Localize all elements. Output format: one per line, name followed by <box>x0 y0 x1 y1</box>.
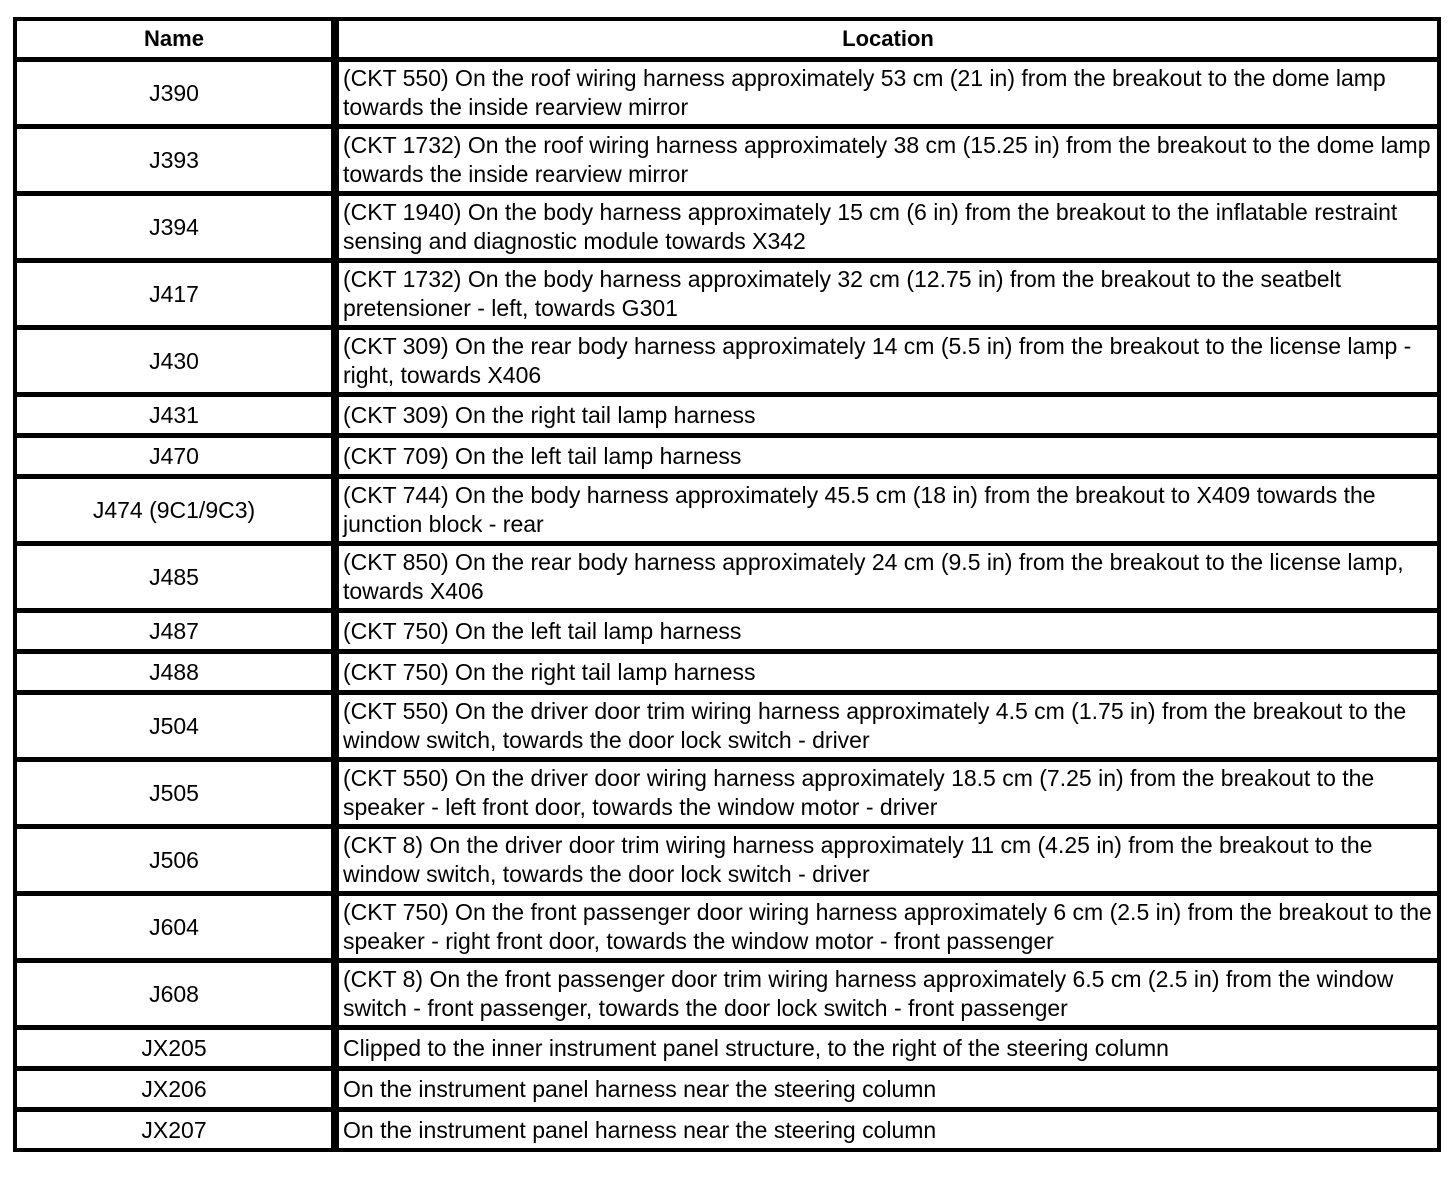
table-header <box>16 20 1441 61</box>
table-row <box>16 329 1441 396</box>
table-row <box>16 437 1441 478</box>
cell-name: J604 <box>16 895 338 962</box>
cell-location: (CKT 850) On the rear body harness approximately 24 cm (9.5 in) from the breakout to the license lamp, towards X406 <box>338 545 1441 612</box>
table-row <box>16 1070 1441 1111</box>
cell-name: J487 <box>16 612 338 653</box>
splice-location-table <box>13 17 1441 1152</box>
table-row <box>16 262 1441 329</box>
cell-name: JX206 <box>16 1070 338 1111</box>
cell-location: (CKT 1732) On the roof wiring harness approximately 38 cm (15.25 in) from the breakout to the dome lamp towards the inside rearview mirror <box>338 128 1441 195</box>
cell-location: On the instrument panel harness near the steering column <box>338 1070 1441 1111</box>
column-header-location: Location <box>338 20 1441 61</box>
cell-name: J505 <box>16 761 338 828</box>
table-row <box>16 962 1441 1029</box>
table-row <box>16 694 1441 761</box>
table-row <box>16 128 1441 195</box>
table-row <box>16 761 1441 828</box>
table-row <box>16 396 1441 437</box>
cell-name: J390 <box>16 61 338 128</box>
cell-location: (CKT 309) On the right tail lamp harness <box>338 396 1441 437</box>
cell-location: (CKT 550) On the roof wiring harness approximately 53 cm (21 in) from the breakout to the dome lamp towards the inside rearview mirror <box>338 61 1441 128</box>
cell-name: J417 <box>16 262 338 329</box>
cell-name: J504 <box>16 694 338 761</box>
cell-location: (CKT 309) On the rear body harness approximately 14 cm (5.5 in) from the breakout to the license lamp - right, towards X406 <box>338 329 1441 396</box>
cell-name: J470 <box>16 437 338 478</box>
table-row <box>16 612 1441 653</box>
table-row <box>16 478 1441 545</box>
table-row <box>16 895 1441 962</box>
splice-location-table-wrapper <box>13 17 1438 1152</box>
table-row <box>16 1029 1441 1070</box>
table-row <box>16 545 1441 612</box>
cell-name: J485 <box>16 545 338 612</box>
table-row <box>16 1111 1441 1152</box>
cell-name: J488 <box>16 653 338 694</box>
table-row <box>16 61 1441 128</box>
table-body <box>16 61 1441 1152</box>
column-header-name: Name <box>16 20 338 61</box>
cell-location: (CKT 750) On the front passenger door wiring harness approximately 6 cm (2.5 in) from the breakout to the speaker - right front door, towards the window motor - front passenger <box>338 895 1441 962</box>
header-row <box>16 20 1441 61</box>
cell-name: J394 <box>16 195 338 262</box>
cell-location: On the instrument panel harness near the steering column <box>338 1111 1441 1152</box>
cell-name: J474 (9C1/9C3) <box>16 478 338 545</box>
cell-name: JX207 <box>16 1111 338 1152</box>
table-row <box>16 828 1441 895</box>
cell-name: J506 <box>16 828 338 895</box>
cell-location: (CKT 750) On the right tail lamp harness <box>338 653 1441 694</box>
cell-location: (CKT 744) On the body harness approximately 45.5 cm (18 in) from the breakout to X409 towards the junction block - rear <box>338 478 1441 545</box>
cell-location: Clipped to the inner instrument panel structure, to the right of the steering column <box>338 1029 1441 1070</box>
table-row <box>16 195 1441 262</box>
cell-location: (CKT 1940) On the body harness approximately 15 cm (6 in) from the breakout to the inflatable restraint sensing and diagnostic module towards X342 <box>338 195 1441 262</box>
cell-location: (CKT 1732) On the body harness approximately 32 cm (12.75 in) from the breakout to the seatbelt pretensioner - left, towards G301 <box>338 262 1441 329</box>
cell-name: J393 <box>16 128 338 195</box>
table-row <box>16 653 1441 694</box>
cell-location: (CKT 750) On the left tail lamp harness <box>338 612 1441 653</box>
cell-location: (CKT 709) On the left tail lamp harness <box>338 437 1441 478</box>
cell-location: (CKT 550) On the driver door trim wiring harness approximately 4.5 cm (1.75 in) from the breakout to the window switch, towards the door lock switch - driver <box>338 694 1441 761</box>
cell-name: J431 <box>16 396 338 437</box>
cell-location: (CKT 8) On the driver door trim wiring harness approximately 11 cm (4.25 in) from the breakout to the window switch, towards the door lock switch - driver <box>338 828 1441 895</box>
cell-name: J430 <box>16 329 338 396</box>
cell-location: (CKT 550) On the driver door wiring harness approximately 18.5 cm (7.25 in) from the breakout to the speaker - left front door, towards the window motor - driver <box>338 761 1441 828</box>
cell-location: (CKT 8) On the front passenger door trim wiring harness approximately 6.5 cm (2.5 in) from the window switch - front passenger, towards the door lock switch - front passenger <box>338 962 1441 1029</box>
cell-name: J608 <box>16 962 338 1029</box>
cell-name: JX205 <box>16 1029 338 1070</box>
